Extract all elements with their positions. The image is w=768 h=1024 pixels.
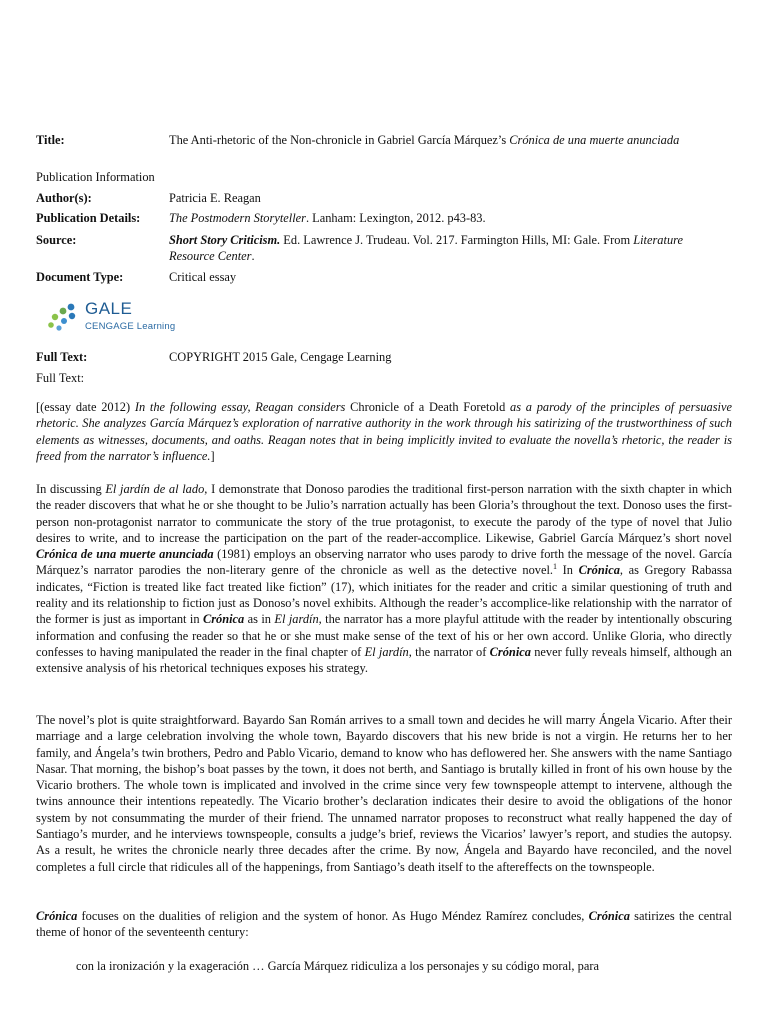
title-value: The Anti-rhetoric of the Non-chronicle in Gabriel García Márquez’s Crónica de una muerte anunciada <box>169 133 680 147</box>
authors-value: Patricia E. Reagan <box>169 191 261 205</box>
gale-wordmark: GALE <box>85 299 133 318</box>
paragraph-2: The novel’s plot is quite straightforward. Bayardo San Román arrives to a small town and decides he will marry Ángela Vicario. After their marriage and a large celebration involving the whole town, Bayardo discovers that his new bride is not a virgin. He returns her to her family, and Ángela’s twin brothers, Pedro and Pablo Vicario, demand to know who has deflowered her. She answers with the name Santiago Nasar. That morning, the bishop’s boat passes by the town, it does not berth, and Santiago is brutally killed in front of his own house by the Vicario brothers. The whole town is implicated and involved in the crime since very few townspeople attempt to intervene, although the twins announce their intentions repeatedly. The Vicario brother’s declaration indicates their desire to avoid the obligations of the honor system by not consummating the murder of their friend. The unnamed narrator proposes to reconstruct what really happened the day of Santiago’s murder, and he interviews townspeople, consults a judge’s brief, reviews the Vicarios’ lawyer’s report, and studies the autopsy. As a result, he writes the chronicle nearly three decades after the crime. By now, Ángela and Bayardo have reconciled, and the novel completes a full circle that ridicules all of the happenings, from Santiago’s death itself to the aftereffects on the townspeople. <box>36 713 732 874</box>
publication-information-heading: Publication Information <box>36 170 155 184</box>
publication-details-label: Publication Details: <box>36 211 141 225</box>
full-text-label: Full Text: <box>36 350 88 364</box>
document-type-value: Critical essay <box>169 270 237 284</box>
cengage-wordmark: CENGAGE Learning <box>85 321 176 332</box>
block-quote: con la ironización y la exageración … García Márquez ridiculiza a los personajes y su código moral, para <box>76 959 599 973</box>
authors-label: Author(s): <box>36 191 92 205</box>
document-type-label: Document Type: <box>36 270 124 284</box>
full-text-heading: Full Text: <box>36 371 85 385</box>
paragraph-1: In discussing El jardín de al lado, I demonstrate that Donoso parodies the traditional first-person narration with the sixth chapter in which the reader discovers that what he or she thought to be Julio’s narration actually has been Gloria’s throughout the text. Donoso uses the first-person non-protagonist narrator to communicate the story of the true protagonist, to execute the parody of the type of novel that Julio desires to write, and to increase the participation on the part of the reader-accomplice. Likewise, Gabriel García Márquez’s short novel Crónica de una muerte anunciada (1981) employs an observing narrator who uses parody to drive forth the message of the novel. García Márquez’s narrator parodies the non-literary genre of the chronicle as well as the detective novel.$^1$ In Crónica, as Gregory Rabassa indicates, “Fiction is treated like fact treated like fiction” (17), which initiates for the reader and critic a similar questioning of truth and reality and its relationship to fiction just as Donoso’s novel exhibits. Although the reader’s accomplice-like relationship with the narrator of the former is just as important in Crónica as in El jardín, the narrator has a more playful attitude with the reader by intentionally obscuring information and confusing the reader so that he or she must make sense of the text of his or her own accord. Unlike Gloria, who directly confesses to having manipulated the reader in the final chapter of El jardín, the narrator of Crónica never fully reveals himself, although an extensive analysis of his rhetorical techniques exposes his strategy. <box>36 482 732 676</box>
source-label: Source: <box>36 233 77 247</box>
essay-introduction: [(essay date 2012) In the following essay, Reagan considers Chronicle of a Death Foretold as a parody of the principles of persuasive rhetoric. She analyzes García Márquez’s exploration of narrative authority in the work through his satirizing of the trustworthiness of such elements as witnesses, documents, and oaths. Reagan notes that in being implicitly invited to evaluate the novella’s rhetoric, the reader is freed from the narrator’s influence.] <box>36 400 732 463</box>
source-value: Short Story Criticism. Ed. Lawrence J. Trudeau. Vol. 217. Farmington Hills, MI: Gale. From Literature Resource Center. <box>169 233 683 264</box>
paragraph-3: Crónica focuses on the dualities of religion and the system of honor. As Hugo Méndez Ramírez concludes, Crónica satirizes the central theme of honor of the seventeenth century: <box>36 909 733 940</box>
gale-cengage-logo <box>45 301 185 335</box>
copyright-value: COPYRIGHT 2015 Gale, Cengage Learning <box>169 350 392 364</box>
gale-dots-icon <box>45 303 81 333</box>
footnote-marker[interactable]: 1 <box>553 562 558 572</box>
title-label: Title: <box>36 133 65 147</box>
publication-details-value: The Postmodern Storyteller. Lanham: Lexington, 2012. p43-83. <box>169 211 486 225</box>
